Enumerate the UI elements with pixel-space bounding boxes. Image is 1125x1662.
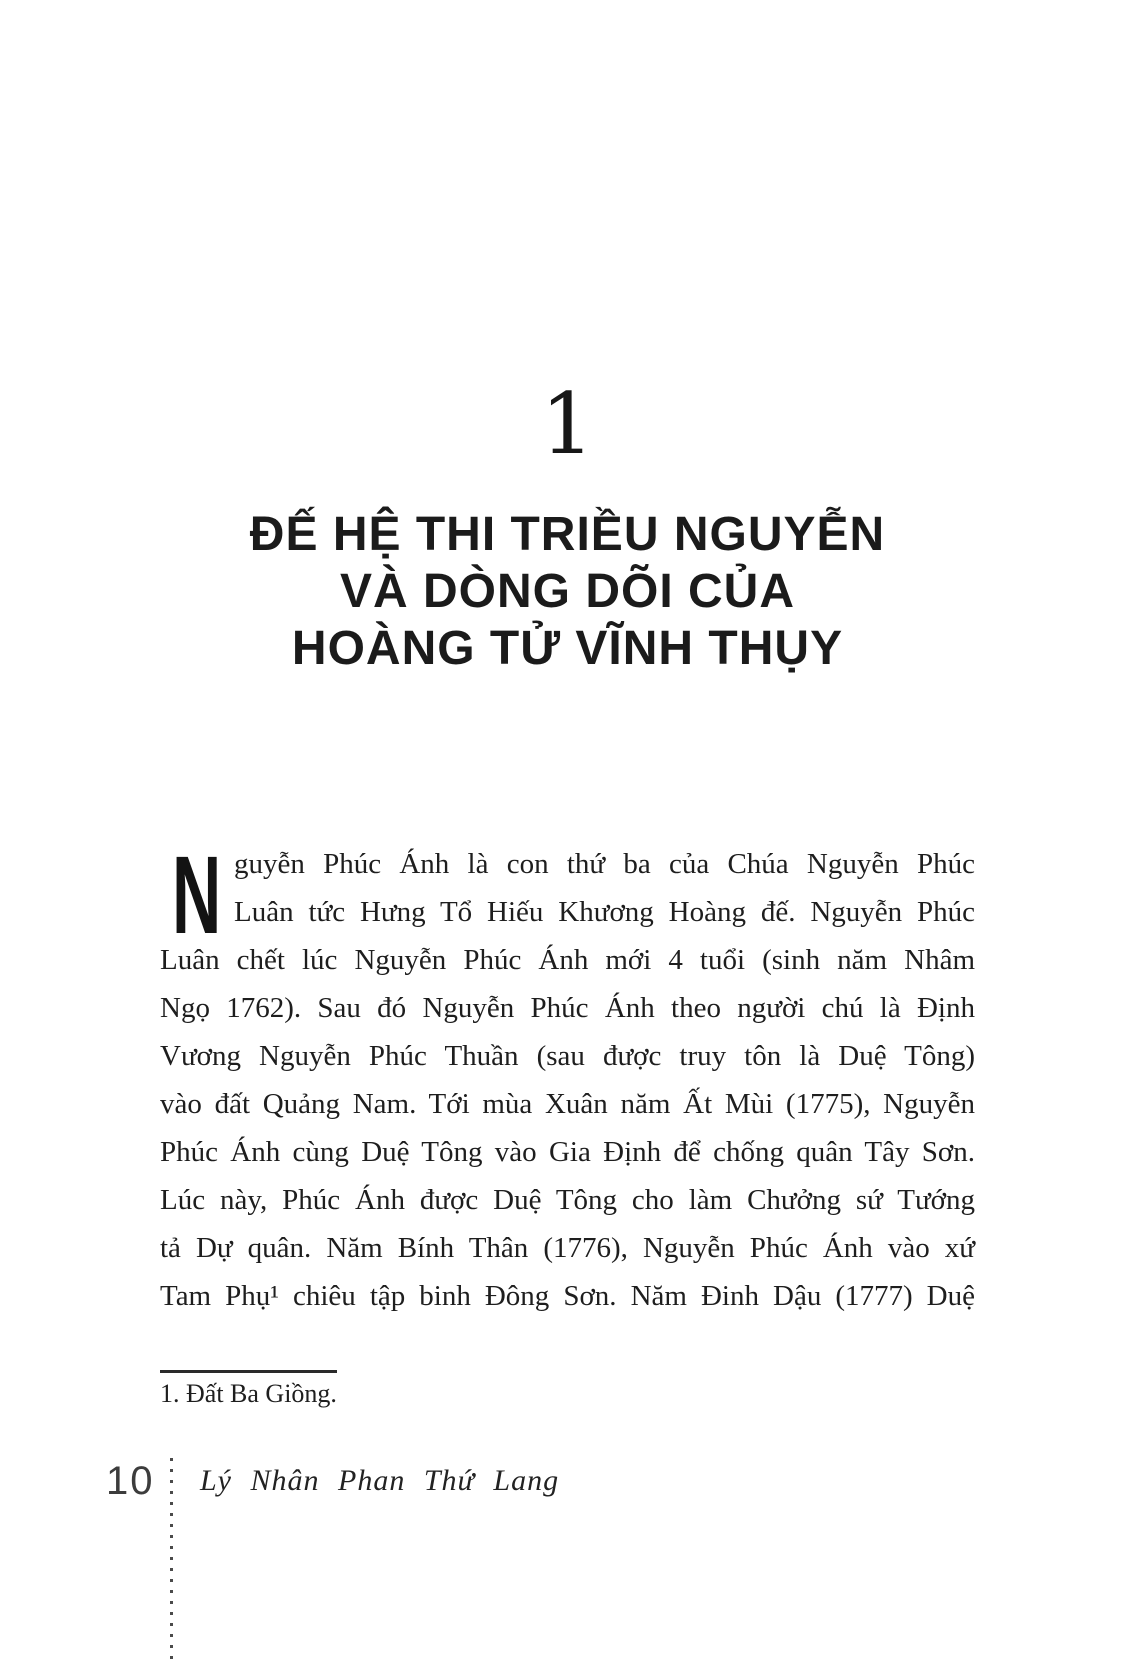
- running-title: Lý Nhân Phan Thứ Lang: [200, 1464, 560, 1497]
- body-line: Lúc này, Phúc Ánh được Duệ Tông cho làm Chưởng sứ Tướng: [160, 1184, 975, 1216]
- body-line: Luân chết lúc Nguyễn Phúc Ánh mới 4 tuổi (sinh năm Nhâm: [160, 944, 975, 976]
- footnote-text: 1. Đất Ba Giồng.: [160, 1379, 337, 1408]
- chapter-number: 1: [540, 375, 595, 473]
- body-line: vào đất Quảng Nam. Tới mùa Xuân năm Ất Mùi (1775), Nguyễn: [160, 1088, 975, 1120]
- body-text: [160, 834, 975, 1320]
- page-number: 10: [106, 1459, 155, 1503]
- chapter-title-line: HOÀNG TỬ VĨNH THỤY: [291, 622, 844, 675]
- body-line: guyễn Phúc Ánh là con thứ ba của Chúa Nguyễn Phúc: [234, 848, 975, 880]
- body-line: Phúc Ánh cùng Duệ Tông vào Gia Định để chống quân Tây Sơn.: [160, 1136, 975, 1168]
- body-line: Tam Phụ¹ chiêu tập binh Đông Sơn. Năm Đinh Dậu (1777) Duệ: [160, 1280, 975, 1312]
- chapter-title-line: VÀ DÒNG DÕI CỦA: [339, 565, 795, 618]
- body-line: Ngọ 1762). Sau đó Nguyễn Phúc Ánh theo người chú là Định: [160, 992, 975, 1024]
- body-line: Luân tức Hưng Tổ Hiếu Khương Hoàng đế. Nguyễn Phúc: [234, 896, 975, 928]
- chapter-title-line: ĐẾ HỆ THI TRIỀU NGUYỄN: [249, 508, 886, 561]
- drop-cap-letter: N: [172, 834, 222, 957]
- footnote-divider: [160, 1370, 337, 1373]
- footer-dotted-line: [170, 1458, 173, 1662]
- body-line: Vương Nguyễn Phúc Thuần (sau được truy tôn là Duệ Tông): [160, 1040, 975, 1072]
- body-line: tả Dự quân. Năm Bính Thân (1776), Nguyễn Phúc Ánh vào xứ: [160, 1232, 975, 1264]
- chapter-title: [130, 506, 1005, 677]
